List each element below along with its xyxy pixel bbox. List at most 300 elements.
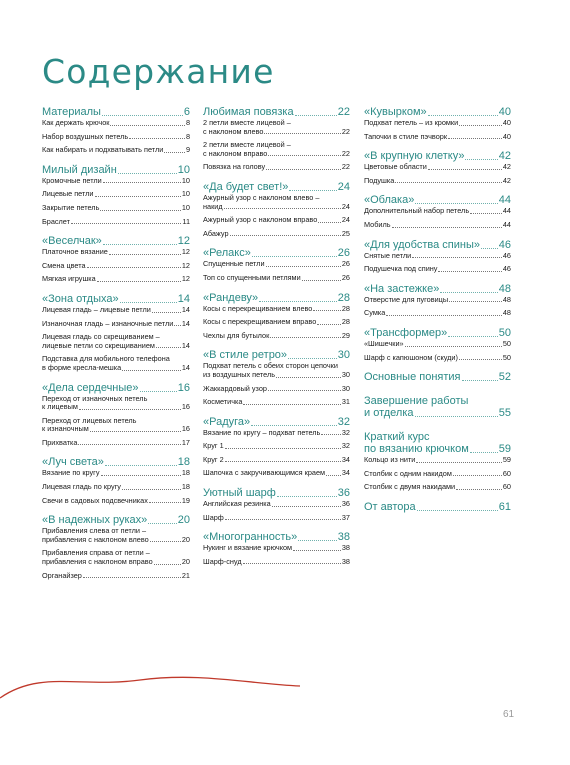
toc-section [364,239,511,274]
toc-section [203,531,350,566]
toc-section [364,431,511,492]
text-line [203,194,350,203]
entry-text: Шарф [203,512,224,522]
toc-entry [203,274,350,283]
entry-text: Столбик с двумя накидами [364,482,456,492]
dot-leader [71,223,181,224]
page-ref: 16 [177,381,190,394]
entry-text: к лицевым [42,402,78,412]
entry-text: Подхват петель с обеих сторон цепочки [203,361,338,371]
section-heading [364,371,511,383]
dot-leader [395,182,502,183]
dot-leader [251,425,337,426]
toc-entry [364,163,511,172]
dot-leader [415,416,498,417]
toc-entry [203,318,350,327]
dot-leader [412,257,502,258]
dot-leader [109,254,181,255]
page-ref: 48 [498,282,511,295]
text-line [203,150,350,159]
section-heading [364,501,511,513]
toc-section [364,395,511,419]
toc-entry [364,456,511,465]
dot-leader [225,448,341,449]
page-ref: 59 [498,443,511,456]
toc-entry [364,177,511,186]
page-ref: 46 [502,264,511,274]
entry-text: Подставка для мобильного телефона [42,354,170,364]
toc-entry [42,218,190,227]
dot-leader [149,502,181,503]
page-ref: 29 [341,330,350,340]
entry-text: 2 петли вместе лицевой – [203,140,291,150]
entry-text: Мобиль [364,219,391,229]
page-ref: 10 [181,175,190,185]
page-ref: 32 [341,427,350,437]
section-heading [42,164,190,176]
page-ref: 36 [341,499,350,509]
section-heading [364,239,511,251]
section-heading [42,106,190,118]
toc-entry [203,362,350,379]
dot-leader [317,324,341,325]
page-ref: 46 [502,250,511,260]
dot-leader [100,210,181,211]
page-ref: 40 [498,106,511,118]
dot-leader [243,563,341,564]
entry-text: Вязание по кругу [42,468,100,478]
toc-entry [203,194,350,211]
dot-leader [462,380,498,381]
toc-entry [42,572,190,581]
entry-text: Шарф с капюшоном (скуди) [364,352,458,362]
entry-text: Закрытие петель [42,202,100,212]
toc-section [203,181,350,238]
toc-entry [42,262,190,271]
entry-text: «Облака» [364,194,415,207]
entry-text: Ажурный узор с наклоном вправо [203,215,318,225]
entry-text: с наклоном вправо [203,148,268,158]
page-ref: 14 [181,362,190,372]
entry-text: Прихватка [42,437,78,447]
page-ref: 34 [341,468,350,478]
toc-column-3 [364,106,511,525]
dot-leader [277,496,337,497]
entry-text: Тапочки в стиле пэчворк [364,131,448,141]
dot-leader [428,115,498,116]
entry-text: Любимая повязка [203,106,294,118]
page-ref: 14 [181,304,190,314]
dot-leader [105,465,177,466]
toc-entry [42,469,190,478]
page-ref: 61 [498,500,511,513]
dot-leader [230,235,341,236]
toc-section [203,292,350,341]
toc-entry [203,500,350,509]
toc-entry [42,417,190,434]
toc-section [203,247,350,282]
entry-text: Смена цвета [42,260,86,270]
toc-entry [42,333,190,350]
entry-text: накид [203,201,223,211]
dot-leader [470,213,502,214]
page-ref: 44 [502,219,511,229]
dot-leader [266,169,341,170]
page-ref: 42 [502,175,511,185]
entry-text: Английская резинка [203,499,271,509]
toc-section [42,235,190,284]
dot-leader [465,159,497,160]
section-heading [203,531,350,543]
dot-leader [456,489,502,490]
toc-entry [42,133,190,142]
entry-text: «Трансформер» [364,326,448,339]
toc-entry [203,216,350,225]
entry-text: «На застежке» [364,282,440,295]
section-heading [364,395,511,419]
dot-leader [243,404,340,405]
entry-text: Кромочные петли [42,175,102,185]
entry-text: в форме кресла-мешка [42,362,122,372]
entry-text: Вязание по кругу – подхват петель [203,427,321,437]
dot-leader [174,325,181,326]
entry-text: Как держать крючок [42,118,110,127]
page-ref: 16 [181,424,190,434]
dot-leader [156,347,181,348]
toc-entry [42,275,190,284]
entry-text: Основные понятия [364,371,461,384]
entry-text: Как набирать и подхватывать петли [42,145,164,155]
toc-entry [42,549,190,566]
entry-text: Мягкая игрушка [42,274,96,284]
page-ref: 10 [181,202,190,212]
page-ref: 42 [502,162,511,172]
entry-text: «Да будет свет!» [203,180,289,193]
entry-text: «Рандеву» [203,291,259,304]
dot-leader [289,190,336,191]
page-ref: 14 [181,340,190,350]
dot-leader [225,461,341,462]
toc-entry [42,177,190,186]
page-ref: 9 [185,145,190,155]
page-ref: 60 [502,482,511,492]
toc-entry [42,320,190,329]
entry-text: Жаккардовый узор [203,383,267,393]
dot-leader [97,281,181,282]
entry-text: «Луч света» [42,456,104,469]
dot-leader [266,266,341,267]
dot-leader [154,564,181,565]
toc-entry [203,163,350,172]
page-title: Содержание [42,52,275,91]
page-ref: 44 [498,194,511,207]
page-ref: 37 [341,512,350,522]
page-ref: 40 [502,131,511,141]
page-ref: 30 [341,369,350,379]
toc-entry [203,305,350,314]
text-line [42,425,190,434]
toc-entry [42,527,190,544]
page-ref: 12 [181,260,190,270]
toc-section [364,283,511,318]
entry-text: Спущенные петли [203,259,265,269]
toc-section [203,487,350,522]
section-heading [203,349,350,361]
entry-text: по вязанию крючком [364,443,469,456]
entry-text: Косметичка [203,397,243,407]
toc-entry [203,260,350,269]
dot-leader [459,359,502,360]
entry-text: и отделка [364,407,414,420]
entry-text: прибавления с наклоном влево [42,534,149,544]
page-ref: 50 [502,338,511,348]
page-ref: 12 [181,274,190,284]
page-ref: 11 [182,216,190,226]
section-heading [364,327,511,339]
toc-section [364,501,511,513]
entry-text: Косы с перекрещиванием влево [203,303,313,313]
page-ref: 26 [337,247,350,260]
page-ref: 18 [177,456,190,469]
entry-text: Лицевая гладь – лицевые петли [42,304,151,314]
page-ref: 38 [341,556,350,566]
entry-text: «Зона отдыха» [42,292,119,305]
dot-leader [459,125,502,126]
dot-leader [79,409,181,410]
toc-entry [364,265,511,274]
page-ref: 17 [181,437,190,447]
dot-leader [298,540,336,541]
entry-text: Материалы [42,106,101,118]
toc-section [364,194,511,229]
page-ref: 14 [177,292,190,305]
page-ref: 10 [181,189,190,199]
entry-text: «В стиле ретро» [203,349,288,362]
entry-text: Органайзер [42,570,82,580]
entry-text: Ажурный узор с наклоном влево – [203,192,320,202]
entry-text: Лицевые петли [42,189,94,199]
dot-leader [268,155,341,156]
dot-leader [122,370,181,371]
page-ref: 40 [502,118,511,127]
toc-entry [203,385,350,394]
section-heading [203,181,350,193]
toc-entry [42,119,190,128]
section-heading [203,416,350,428]
entry-text: Сумка [364,308,386,318]
entry-text: «Радуга» [203,415,251,428]
entry-text: Абажур [203,228,229,238]
toc-entry [203,119,350,136]
toc-section [42,106,190,155]
dot-leader [103,244,177,245]
entry-text: Завершение работы [364,395,469,408]
dot-leader [78,444,180,445]
dot-leader [302,280,341,281]
page-ref: 32 [337,415,350,428]
entry-text: «Многогранность» [203,531,298,544]
dot-leader [129,138,185,139]
section-heading [364,431,511,455]
page-ref: 6 [183,106,190,118]
entry-text: Переход от изнаночных петель [42,393,148,403]
page-ref: 20 [181,534,190,544]
entry-text: Свечи в садовых подсвечниках [42,495,148,505]
dot-leader [95,196,181,197]
toc-entry [364,221,511,230]
toc-section [42,382,190,448]
page-ref: 30 [337,349,350,362]
dot-leader [405,346,502,347]
toc-entry [203,332,350,341]
toc-section [203,416,350,478]
toc-section [42,456,190,505]
entry-text: Отверстие для пуговицы [364,294,449,304]
section-heading [42,514,190,526]
section-heading [203,106,350,118]
page-ref: 50 [502,352,511,362]
toc-entry [203,141,350,158]
entry-text: Круг 1 [203,441,224,451]
page-ref: 18 [181,468,190,478]
text-line [364,443,511,455]
toc-entry [203,429,350,438]
entry-text: 2 петли вместе лицевой – [203,118,291,127]
page-ref: 28 [337,291,350,304]
page-ref: 8 [185,118,190,127]
entry-text: Прибавления слева от петли – [42,526,147,536]
entry-text: Переход от лицевых петель [42,415,137,425]
page-ref: 16 [181,402,190,412]
entry-text: «Кувырком» [364,106,427,118]
toc-entry [364,296,511,305]
entry-text: Краткий курс [364,431,430,444]
dot-leader [453,475,502,476]
dot-leader [272,506,341,507]
dot-leader [270,337,341,338]
page-ref: 22 [341,148,350,158]
page-ref: 60 [502,468,511,478]
page-ref: 52 [498,371,511,384]
toc-section [203,349,350,406]
page-ref: 34 [341,454,350,464]
page-ref: 36 [337,487,350,500]
page-ref: 25 [341,228,350,238]
entry-text: Изнаночная гладь – изнаночные петли [42,318,174,328]
entry-text: Чехлы для бутылок [203,330,270,340]
dot-leader [448,138,502,139]
page-ref: 14 [181,318,190,328]
text-line [203,128,350,137]
toc-entry [203,442,350,451]
section-heading [42,382,190,394]
page-number: 61 [503,709,515,720]
entry-text: «Шишечки» [364,338,404,348]
toc-entry [42,204,190,213]
decorative-ribbon-line [0,640,310,710]
toc-section [364,106,511,141]
entry-text: лицевые петли со скрещиванием [42,340,155,350]
toc-section [42,293,190,373]
dot-leader [448,336,498,337]
page-ref: 21 [181,570,190,580]
page-ref: 12 [177,235,190,248]
toc-entry [364,483,511,492]
toc-column-1 [42,106,190,589]
page-ref: 8 [185,131,190,141]
page-ref: 31 [341,397,350,407]
page-ref: 24 [341,215,350,225]
page-ref: 30 [341,383,350,393]
entry-text: Платочное вязание [42,247,108,257]
page-ref: 28 [341,303,350,313]
dot-leader [120,302,177,303]
page-ref: 26 [341,259,350,269]
toc-entry [42,355,190,372]
toc-section [364,327,511,362]
section-heading [203,292,350,304]
toc-entry [203,230,350,239]
page-ref: 50 [498,326,511,339]
text-line [42,558,190,567]
dot-leader [440,292,497,293]
entry-text: Подушечка под спину [364,264,438,274]
dot-leader [386,315,502,316]
section-heading [42,235,190,247]
toc-entry [42,439,190,448]
toc-entry [42,146,190,155]
dot-leader [152,312,181,313]
page-ref: 42 [498,150,511,163]
page-ref: 48 [502,308,511,318]
toc-entry [364,252,511,261]
entry-text: Прибавления справа от петли – [42,548,150,558]
text-line [203,371,350,380]
entry-text: Повязка на голову [203,162,266,172]
dot-leader [102,115,183,116]
dot-leader [276,377,341,378]
page-ref: 32 [341,441,350,451]
text-line [364,431,511,443]
page-ref: 24 [341,201,350,211]
dot-leader [313,310,341,311]
toc-section [42,514,190,580]
toc-entry [364,470,511,479]
entry-text: Шапочка с закручивающимся краем [203,468,326,478]
page-ref: 59 [502,455,511,465]
dot-leader [225,519,341,520]
text-line [42,403,190,412]
entry-text: Милый дизайн [42,163,117,176]
entry-text: Топ со спущенными петлями [203,272,301,282]
toc-column-2 [203,106,350,575]
entry-text: прибавления с наклоном вправо [42,557,153,567]
toc-section [42,164,190,226]
toc-entry [203,469,350,478]
entry-text: Лицевая гладь по кругу [42,482,121,492]
section-heading [364,150,511,162]
entry-text: Подхват петель – из кромки [364,118,459,127]
entry-text: «Дела сердечные» [42,381,139,394]
entry-text: Шарф-снуд [203,556,242,566]
dot-leader [470,452,498,453]
toc-entry [42,190,190,199]
page-ref: 48 [502,294,511,304]
entry-text: Снятые петли [364,250,412,260]
entry-text: к изнаночным [42,424,89,434]
entry-text: из воздушных петель [203,369,276,379]
dot-leader [87,267,181,268]
